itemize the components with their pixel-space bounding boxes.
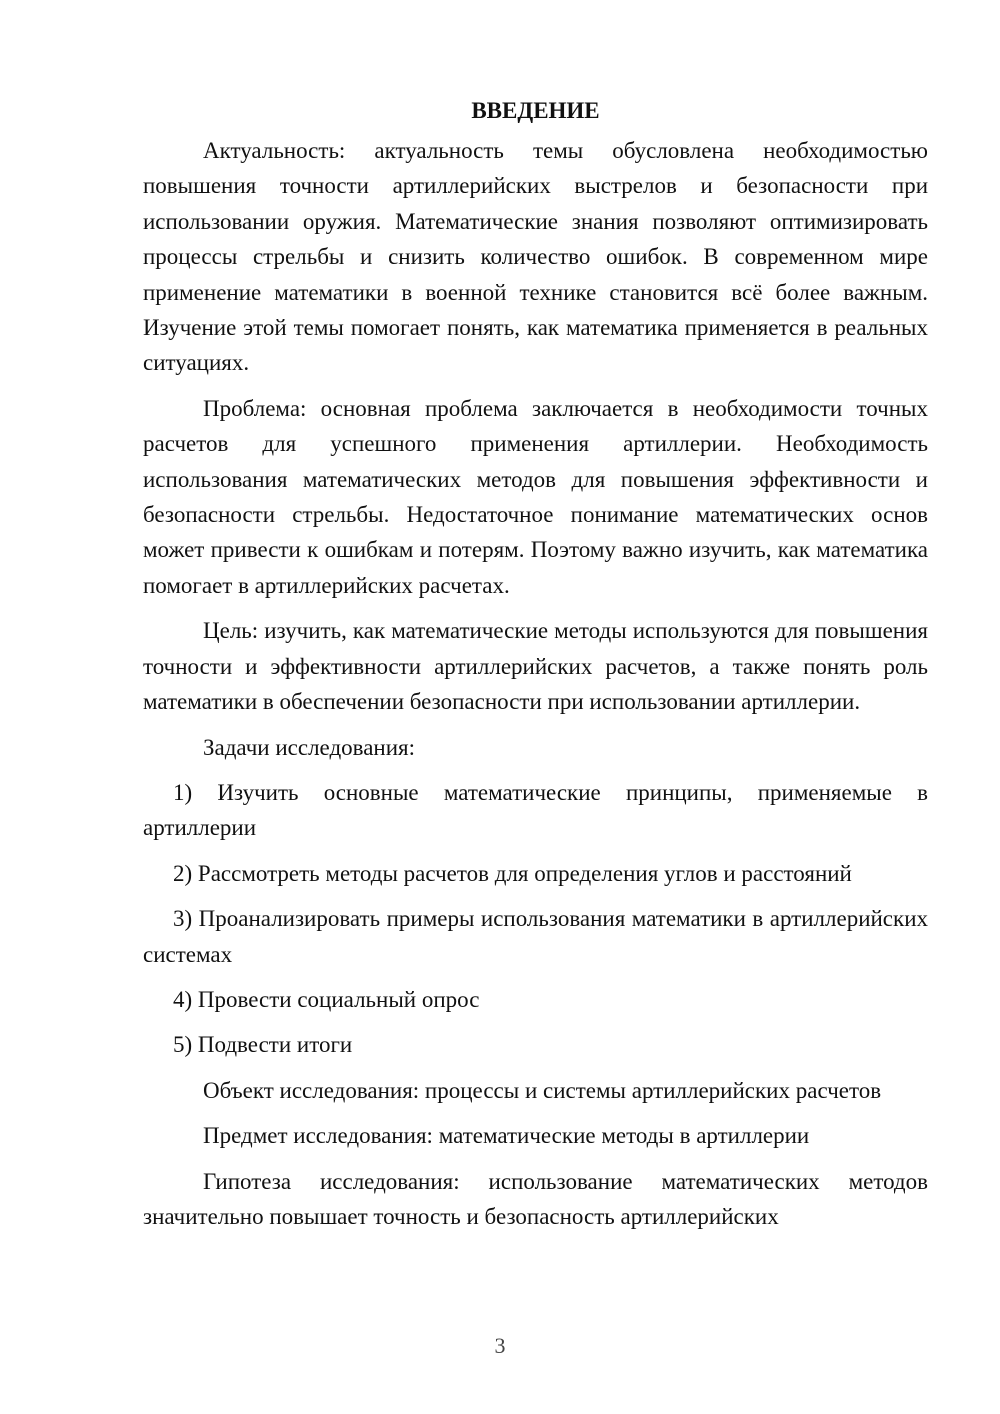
- subject-paragraph: Предмет исследования: математические методы в артиллерии: [203, 1123, 810, 1149]
- object-paragraph: Объект исследования: процессы и системы артиллерийских расчетов: [203, 1077, 882, 1103]
- task-item-1: 1) Изучить основные математические принципы, применяемые в артиллерии: [143, 779, 928, 841]
- tasks-heading: Задачи исследования:: [203, 734, 416, 760]
- task-item-3: 3) Проанализировать примеры использования математики в артиллерийских системах: [143, 906, 928, 967]
- page-content: [143, 93, 928, 1244]
- problem-paragraph: Проблема: основная проблема заключается в необходимости точных расчетов для успешного применения артиллерии. Необходимость использования математических методов для повышения эффективности и безопасности стрельбы. Недостаточное понимание математических основ может привести к ошибкам и потерям. Поэтому важно изучить, как математика помогает в артиллерийских расчетах.: [143, 395, 928, 598]
- goal-paragraph: Цель: изучить, как математические методы используются для повышения точности и эффективности артиллерийских расчетов, а также понять роль математики в обеспечении безопасности при использовании артиллерии.: [143, 618, 928, 715]
- hypothesis-paragraph: Гипотеза исследования: использование математических методов значительно повышает точность и безопасность артиллерийских: [143, 1168, 928, 1229]
- task-item-2: 2) Рассмотреть методы расчетов для определения углов и расстояний: [173, 860, 852, 886]
- relevance-paragraph: Актуальность: актуальность темы обусловлена необходимостью повышения точности артиллерийских выстрелов и безопасности при использовании оружия. Математические знания позволяют оптимизировать процессы стрельбы и снизить количество ошибок. В современном мире применение математики в военной технике становится всё более важным. Изучение этой темы помогает понять, как математика применяется в реальных ситуациях.: [143, 138, 928, 376]
- page-number: 3: [494, 1333, 506, 1358]
- page-title: ВВЕДЕНИЕ: [471, 98, 600, 123]
- task-item-4: 4) Провести социальный опрос: [173, 986, 480, 1012]
- task-item-5: 5) Подвести итоги: [173, 1032, 353, 1058]
